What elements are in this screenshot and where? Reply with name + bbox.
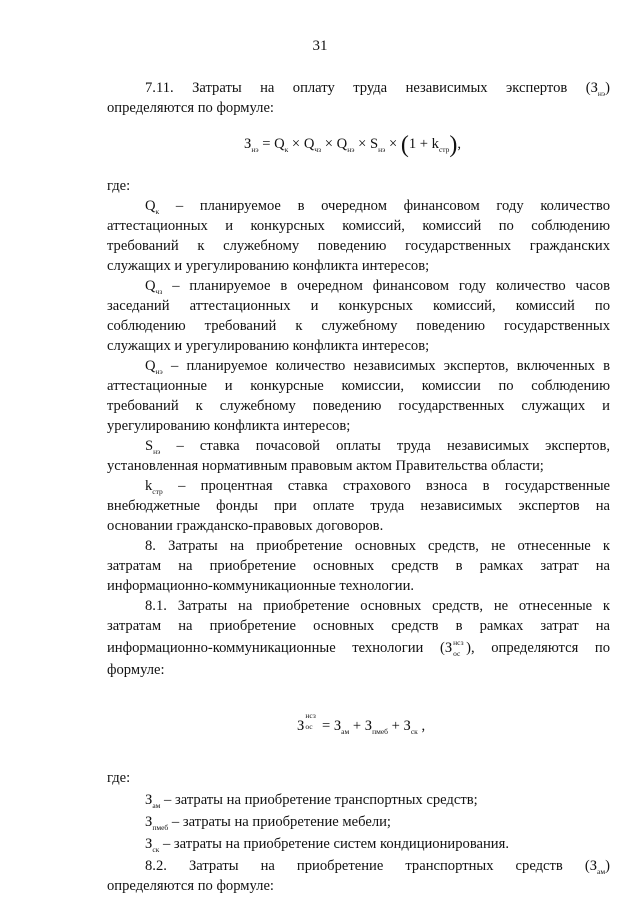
paragraph-8-2-l2: определяются по формуле: [107, 878, 274, 894]
formula-zos: З нсз ос = $З_{ам} + З_{пмеб} + З_{ск}$ , [297, 711, 426, 736]
def-kstr-symbol: $k_{стр}$ [145, 478, 163, 496]
def-kstr-l2: внебюджетные фонды при оплате труда независимых экспертов на [107, 498, 610, 514]
def-qne-l3: требований к служебному поведению государственных служащих и [107, 398, 610, 414]
def-qne: $Q_{нэ}$ – планируемое количество независимых экспертов, включенных в [145, 358, 611, 376]
def-kstr-l3: основании гражданско-правовых договоров. [107, 518, 384, 534]
def-sne: $S_{нэ}$ – ставка почасовой оплаты труда независимых экспертов, [145, 438, 610, 456]
def-qne-l4: урегулированию конфликта интересов; [107, 418, 351, 434]
paragraph-8-1-l2: затратам на приобретение основных средств в рамках затрат на [107, 618, 610, 634]
def-qchz-l3: соблюдению требований к служебному поведению государственных [107, 318, 610, 334]
def-qchz-symbol: $Q_{чз}$ [145, 278, 163, 296]
gde-label-1: где: [107, 178, 131, 194]
paragraph-8-1-l1: 8.1. Затраты на приобретение основных средств, не отнесенные к [145, 598, 610, 614]
paragraph-7-11: 7.11. Затраты на оплату труда независимых экспертов $(З_{нэ})$ [145, 80, 610, 98]
paragraph-8-l1: 8. Затраты на приобретение основных средств, не отнесенные к [145, 538, 610, 554]
def-zpmeb: $З_{пмеб}$ – затраты на приобретение мебели; [145, 814, 391, 832]
def-qk-symbol: $Q_к$ [145, 198, 160, 216]
def-sne-symbol: $S_{нэ}$ [145, 438, 161, 456]
paragraph-8-l2: затратам на приобретение основных средств в рамках затрат на [107, 558, 610, 574]
def-zam-symbol: $З_{ам}$ [145, 792, 161, 810]
p82-symbol: $З_{ам}$ [589, 858, 606, 876]
formula-zne: $З_{нэ} = Q_к \times Q_{чз} \times Q_{нэ} \times S_{нэ} \times (1 + k_{стр})$, [244, 132, 462, 158]
p81-symbol: З нсз ос [444, 638, 464, 658]
paragraph-7-11-line2: определяются по формуле: [107, 100, 274, 116]
p711-text: 7.11. Затраты на оплату труда независимых экспертов [145, 80, 568, 96]
paragraph-8-1-l4: формуле: [107, 662, 165, 678]
def-kstr: $k_{стр}$ – процентная ставка страхового взноса в государственные [145, 478, 610, 496]
paragraph-8-l3: информационно-коммуникационные технологии. [107, 578, 415, 594]
def-zsk: $З_{ск}$ – затраты на приобретение систем кондиционирования. [145, 836, 509, 854]
def-qk-l2: аттестационных и конкурсных комиссий, комиссий по соблюдению [107, 218, 610, 234]
def-qne-l2: аттестационные и конкурсные комиссии, комиссии по соблюдению [107, 378, 610, 394]
def-zam: $З_{ам}$ – затраты на приобретение транспортных средств; [145, 792, 478, 810]
def-qk: $Q_к$ – планируемое в очередном финансовом году количество [145, 198, 610, 216]
def-zpmeb-symbol: $З_{пмеб}$ [145, 814, 169, 832]
page-number: 31 [312, 38, 328, 54]
def-qk-l3: требований к служебному поведению государственных гражданских [107, 238, 610, 254]
def-sne-l2: установленная нормативным правовым актом Правительства области; [107, 458, 544, 474]
def-qchz-l4: служащих и урегулированию конфликта интересов; [107, 338, 430, 354]
def-zsk-symbol: $З_{ск}$ [145, 836, 160, 854]
paragraph-8-2: 8.2. Затраты на приобретение транспортных средств $(З_{ам})$ [145, 858, 610, 876]
def-qchz-l2: заседаний аттестационных и конкурсных комиссий, комиссий по [107, 298, 610, 314]
p711-symbol: $З_{нэ}$ [590, 80, 606, 98]
def-qne-symbol: $Q_{нэ}$ [145, 358, 163, 376]
gde-label-2: где: [107, 770, 131, 786]
paragraph-8-1-l3: информационно-коммуникационные технологии (З нсз ос ), определяются по [107, 638, 610, 658]
def-qk-l4: служащих и урегулированию конфликта интересов; [107, 258, 430, 274]
def-qchz: $Q_{чз}$ – планируемое в очередном финансовом году количество часов [145, 278, 610, 296]
